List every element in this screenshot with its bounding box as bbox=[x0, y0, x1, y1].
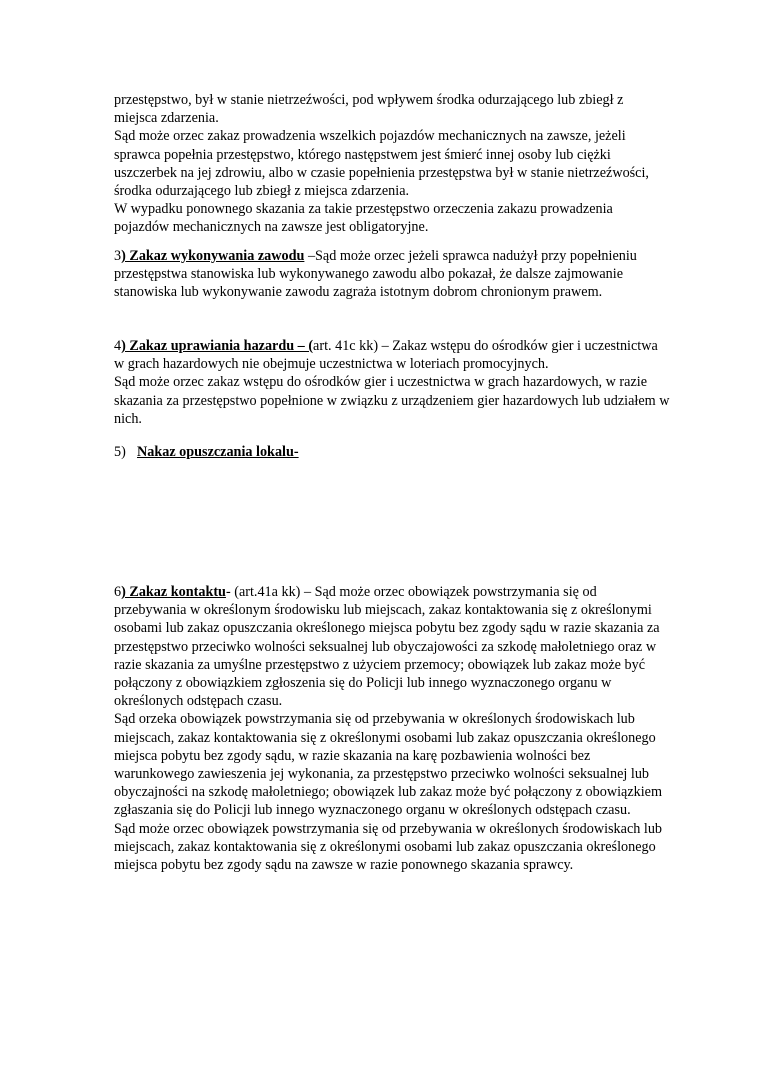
section-number: 4 bbox=[114, 338, 122, 354]
paragraph: Sąd może orzec zakaz prowadzenia wszelkich pojazdów mechanicznych na zawsze, jeżeli sprawca popełnia przestępstwo, którego następstwem jest śmierć innej osoby lub ciężki uszczerbek na jej zdrowiu, albo w czasie popełnienia przestępstwa był w stanie nietrzeźwości, środka odurzającego lub zbiegł z miejsca zdarzenia. bbox=[114, 128, 649, 200]
paragraph: przestępstwo, był w stanie nietrzeźwości, pod wpływem środka odurzającego lub zbiegł z miejsca zdarzenia. bbox=[114, 92, 624, 127]
section-text: –Sąd może orzec jeżeli sprawca nadużył przy popełnieniu przestępstwa stanowiska lub wykonywanego zawodu albo pokazał, że dalsze zajmowanie stanowiska lub wykonywanie zawodu zagraża istotnym dobrom chronionym prawem. bbox=[114, 248, 637, 301]
section-5 bbox=[114, 443, 670, 461]
section-heading: ) Zakaz wykonywania zawodu bbox=[121, 248, 305, 264]
paragraph: W wypadku ponownego skazania za takie przestępstwo orzeczenia zakazu prowadzenia pojazdów mechanicznych na zawsze jest obligatoryjne. bbox=[114, 201, 613, 236]
section-heading: ) Zakaz uprawiania hazardu – ( bbox=[121, 338, 314, 354]
paragraph: Sąd orzeka obowiązek powstrzymania się od przebywania w określonych środowiskach lub miejscach, zakaz kontaktowania się z określonymi osobami lub zakaz opuszczania określonego miejsca pobytu bez zgody sądu, w razie skazania na karę pozbawienia wolności bez warunkowego zawieszenia jej wykonania, za przestępstwo przeciwko wolności seksualnej lub obyczajności na szkodę małoletniego; obowiązek lub zakaz może być połączony z obowiązkiem zgłaszania się do Policji lub innego wyznaczonego organu w określonych odstępach czasu. bbox=[114, 711, 662, 819]
paragraph bbox=[114, 583, 670, 710]
section-number: 6 bbox=[114, 584, 122, 600]
section-3 bbox=[114, 247, 670, 302]
paragraph bbox=[114, 443, 670, 461]
section-number: 3 bbox=[114, 248, 122, 264]
section-number: 5) bbox=[114, 444, 126, 460]
section-text: - (art.41a kk) – Sąd może orzec obowiązek powstrzymania się od przebywania w określonym środowisku lub miejscach, zakaz kontaktowania się z określonymi osobami lub zakaz opuszczania określonego miejsca pobytu bez zgody sądu w razie skazania za przestępstwo przeciwko wolności seksualnej lub obyczajowości za szkodę małoletniego oraz w razie skazania za umyślne przestępstwo z użyciem przemocy; obowiązek lub zakaz może być połączony z obowiązkiem zgłoszenia się do Policji lub innego wyznaczonego organu w określonych odstępach czasu. bbox=[114, 584, 660, 710]
paragraph: Sąd może orzec obowiązek powstrzymania się od przebywania w określonych środowiskach lub miejscach, zakaz kontaktowania się z określonymi osobami lub zakaz opuszczania określonego miejsca pobytu bez zgody sądu na zawsze w razie ponownego skazania sprawcy. bbox=[114, 820, 663, 874]
section-4 bbox=[114, 337, 670, 428]
section-heading: ) Zakaz kontaktu bbox=[121, 584, 226, 600]
paragraph: Sąd może orzec zakaz wstępu do ośrodków gier i uczestnictwa w grach hazardowych, w razie skazania za przestępstwo popełnione w związku z urządzeniem gier hazardowych lub udziałem w nich. bbox=[114, 374, 670, 427]
section-text: art. 41c kk) – Zakaz wstępu do ośrodków gier i uczestnictwa w grach hazardowych nie obejmuje uczestnictwa w loteriach promocyjnych. bbox=[114, 338, 658, 373]
intro-section bbox=[114, 91, 670, 237]
paragraph bbox=[114, 247, 670, 302]
paragraph bbox=[114, 337, 670, 373]
section-6 bbox=[114, 583, 670, 874]
section-heading: Nakaz opuszczania lokalu- bbox=[137, 444, 299, 460]
